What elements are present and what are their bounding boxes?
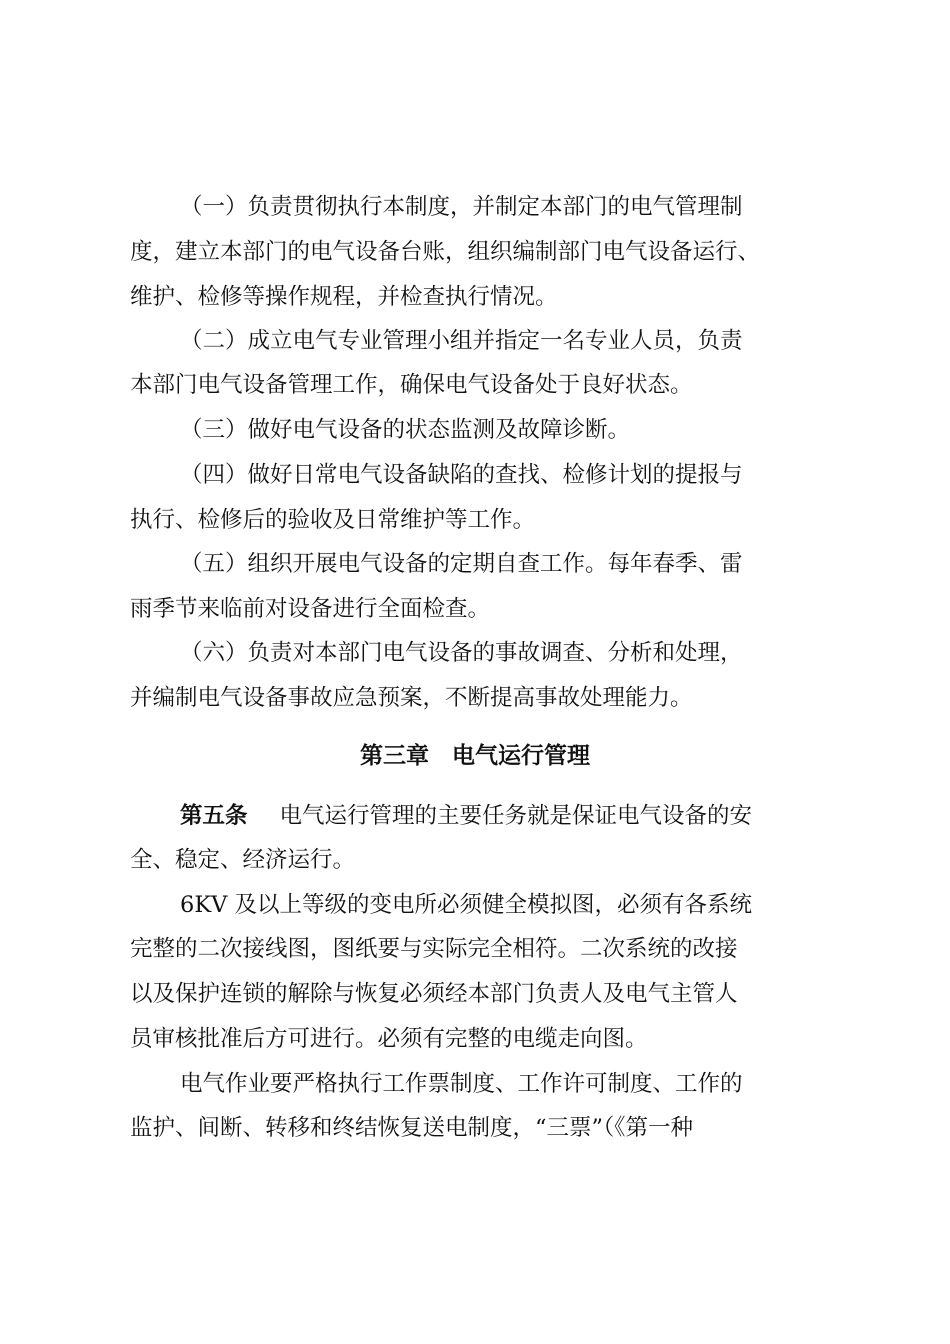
paragraph-8-line-2: 监护、间断、转移和终结恢复送电制度，“三票”（《第一种 xyxy=(130,1115,694,1141)
article-text: 电气运行管理的主要任务就是保证电气设备的安 xyxy=(279,803,753,829)
paragraph-2-line-1: （二）成立电气专业管理小组并指定一名专业人员，负责 xyxy=(180,328,743,354)
paragraph-7-line-2: 完整的二次接线图，图纸要与实际完全相符。二次系统的改接 xyxy=(130,936,738,962)
paragraph-7-line-3: 以及保护连锁的解除与恢复必须经本部门负责人及电气主管人 xyxy=(130,981,738,1007)
paragraph-2-line-2: 本部门电气设备管理工作，确保电气设备处于良好状态。 xyxy=(130,372,693,398)
paragraph-1-line-2: 度，建立本部门的电气设备台账，组织编制部门电气设备运行、 xyxy=(130,239,761,265)
paragraph-7-line-1: 6KV 及以上等级的变电所必须健全模拟图，必须有各系统 xyxy=(180,892,753,918)
paragraph-1-line-1: （一）负责贯彻执行本制度，并制定本部门的电气管理制 xyxy=(180,194,743,220)
paragraph-8-line-1: 电气作业要严格执行工作票制度、工作许可制度、工作的 xyxy=(180,1071,743,1097)
article-5-line-2: 全、稳定、经济运行。 xyxy=(130,847,356,873)
paragraph-7-line-4: 员审核批准后方可进行。必须有完整的电缆走向图。 xyxy=(130,1026,648,1052)
paragraph-5-line-1: （五）组织开展电气设备的定期自查工作。每年春季、雷 xyxy=(180,551,743,577)
paragraph-5-line-2: 雨季节来临前对设备进行全面检查。 xyxy=(130,596,491,622)
paragraph-6-line-2: 并编制电气设备事故应急预案，不断提高事故处理能力。 xyxy=(130,685,693,711)
paragraph-4-line-2: 执行、检修后的验收及日常维护等工作。 xyxy=(130,507,536,533)
article-5-line-1 xyxy=(180,801,752,831)
article-label: 第五条 xyxy=(180,803,248,829)
paragraph-6-line-1: （六）负责对本部门电气设备的事故调查、分析和处理， xyxy=(180,640,743,666)
chapter-heading: 第三章 电气运行管理 xyxy=(360,743,590,769)
paragraph-1-line-3: 维护、检修等操作规程，并检查执行情况。 xyxy=(130,284,558,310)
paragraph-4-line-1: （四）做好日常电气设备缺陷的查找、检修计划的提报与 xyxy=(180,462,743,488)
paragraph-3-line-1: （三）做好电气设备的状态监测及故障诊断。 xyxy=(180,417,631,443)
